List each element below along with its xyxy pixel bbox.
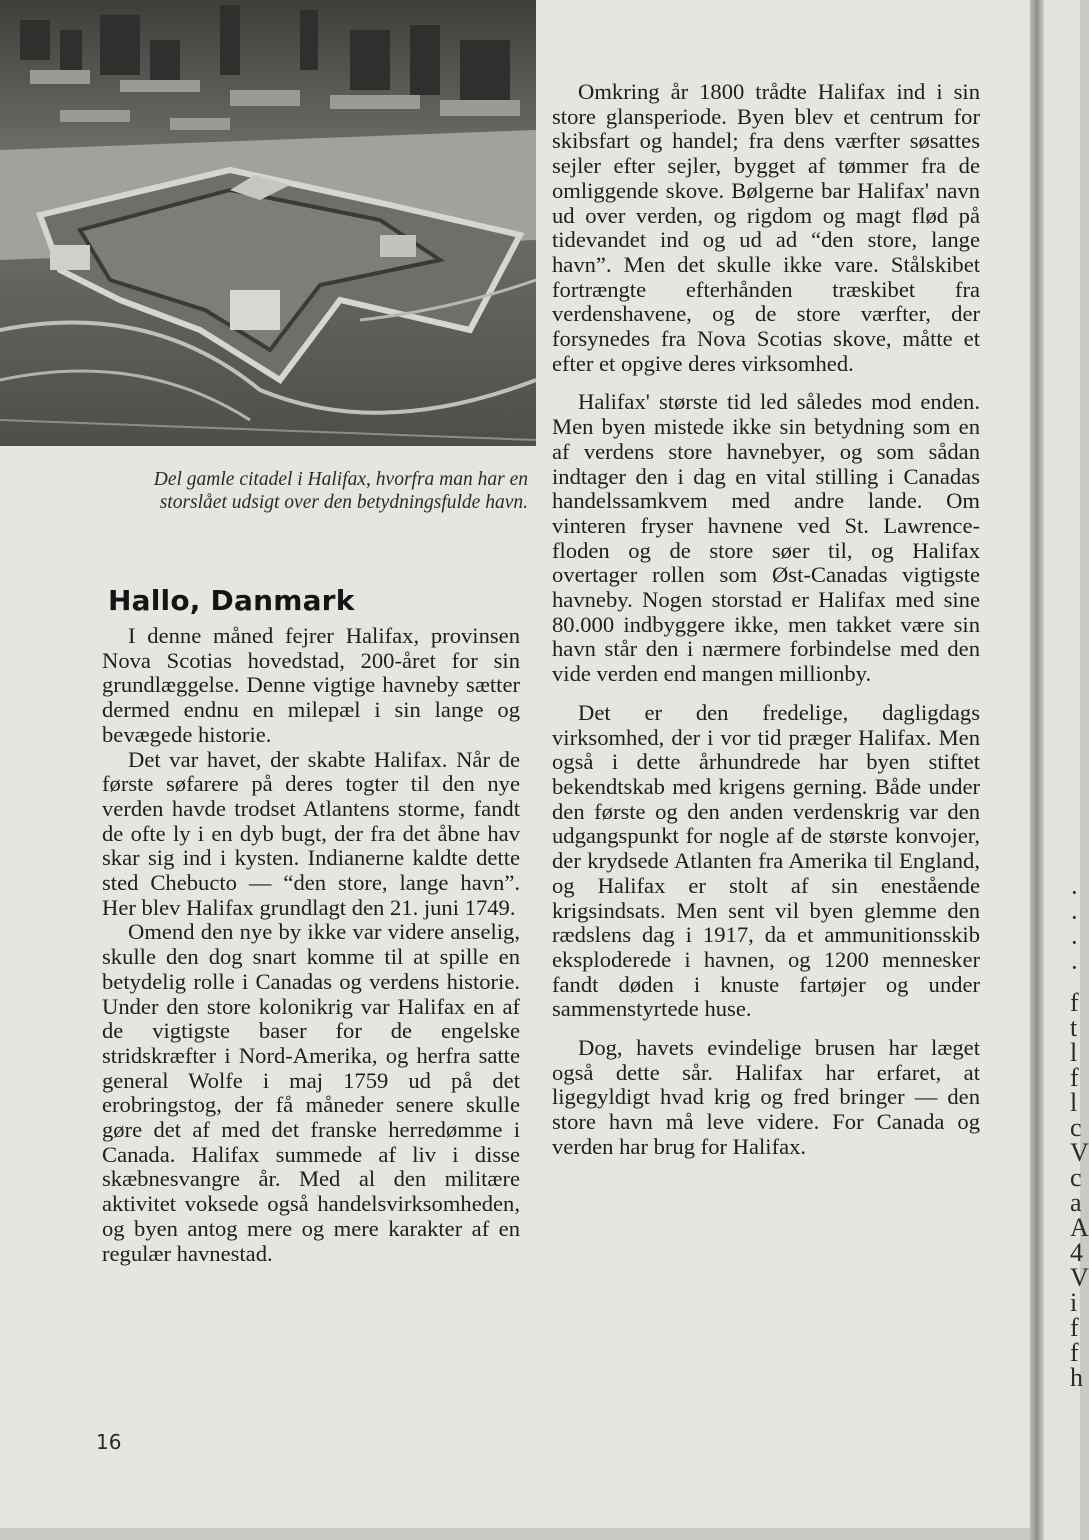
edge-letter: l: [1070, 1088, 1078, 1117]
edge-letter: ·: [1070, 878, 1079, 907]
edge-letter: f: [1070, 988, 1079, 1017]
article-heading: Hallo, Danmark: [108, 584, 355, 617]
edge-letter: V: [1070, 1138, 1089, 1167]
paragraph: Dog, havets evindelige brusen har læget også dette sår. Halifax har erfaret, at ligegyldigt hvad krig og fred bringer — den store havn må leve videre. For Canada og verden har brug for Halifax.: [552, 1035, 980, 1159]
edge-letter: 4: [1070, 1238, 1083, 1267]
paragraph: Det er den fredelige, dagligdags virksomhed, der i vor tid præger Halifax. Men også i dette århundrede har byen stiftet bekendtskab med krigens gerning. Både under den første og den anden verdenskrig var den udgangspunkt for nogle af de største konvojer, der krydsede Atlanten fra Amerika til England, og Halifax er stolt af sin enestående krigsindsats. Men sent vil byen glemme den rædslens dag i 1917, da et ammunitionsskib eksploderede i havnen, og 1200 mennesker fandt døden i knuste fartøjer og under sammenstyrtede huse.: [552, 699, 980, 1022]
edge-letter: f: [1070, 1338, 1079, 1367]
next-page-edge: [1044, 0, 1089, 1540]
edge-letter: A: [1070, 1213, 1089, 1242]
edge-letter: i: [1070, 1288, 1078, 1317]
photo-caption: Del gamle citadel i Halifax, hvorfra man har en storslået udsigt over den betydningsfulde havn.: [153, 469, 528, 513]
edge-letter: f: [1070, 1313, 1079, 1342]
paragraph: Omend den nye by ikke var videre anselig, skulle den dog snart komme til at spille en betydelig rolle i Canadas og verdens historie. Under den store kolonikrig var Halifax en af de vigtigste baser for de engelske stridskræfter i Nord-Amerika, og herfra satte general Wolfe i maj 1759 ud på det erobringstog, der få måneder senere skulle gøre det af med det franske herredømme i Canada. Halifax summede af liv i disse skæbnesvangre år. Med al den militære aktivitet voksede også handelsvirksomheden, og byen antog mere og mere karakter af en regulær havnestad.: [102, 919, 520, 1266]
right-column: [552, 80, 980, 1160]
page-number: 16: [96, 1430, 122, 1454]
edge-letter: h: [1070, 1363, 1083, 1392]
edge-letter: ·: [1070, 953, 1079, 982]
edge-letter: a: [1070, 1188, 1082, 1217]
left-column: [102, 624, 520, 1266]
edge-letter: f: [1070, 1063, 1079, 1092]
edge-letter: c: [1070, 1163, 1082, 1192]
citadel-photo: [0, 0, 536, 446]
edge-letter: l: [1070, 1038, 1078, 1067]
paragraph: Halifax' største tid led således mod enden. Men byen mistede ikke sin betydning som en af verdens store havnebyer, og som sådan indtager den i dag en vital stilling i Canadas handelssamkvem med andre lande. Om vinteren fryser havnene ved St. Lawrence-floden og de store søer til, og Halifax overtager rollen som Øst-Canadas vigtigste havneby. Nogen storstad er Halifax med sine 80.000 indbyggere ikke, men takket være sin havn står den i nærmere forbindelse med den vide verden end mangen millionby.: [552, 389, 980, 687]
edge-letter: V: [1070, 1263, 1089, 1292]
edge-letter: c: [1070, 1113, 1082, 1142]
edge-letter: ·: [1070, 903, 1079, 932]
paragraph: Omkring år 1800 trådte Halifax ind i sin store glansperiode. Byen blev et centrum for skibsfart og handel; fra dens værfter søsattes sejler efter sejler, bygget af tømmer fra de omliggende skove. Bølgerne bar Halifax' navn ud over verden, og rigdom og magt flød på tidevandet ind og ud ad “den store, lange havn”. Men det skulle ikke vare. Stålskibet fortrængte efterhånden træskibet fra verdenshavene, og de store værfter, der forsynedes fra Nova Scotias skove, måtte et efter et opgive deres virksomhed.: [552, 79, 980, 376]
paragraph: Det var havet, der skabte Halifax. Når de første søfarere på deres togter til den nye verden havde trodset Atlantens storme, fandt de ofte ly i en dyb bugt, der fra det åbne hav skar sig ind i kysten. Indianerne kaldte dette sted Chebucto — “den store, lange havn”. Her blev Halifax grundlagt den 21. juni 1749.: [102, 746, 520, 920]
paragraph: I denne måned fejrer Halifax, provinsen Nova Scotias hovedstad, 200-året for sin grundlæggelse. Denne vigtige havneby sætter dermed endnu en milepæl i sin lange og bevægede historie.: [102, 623, 520, 747]
edge-letter: t: [1070, 1013, 1078, 1042]
edge-letter: ·: [1070, 928, 1079, 957]
book-gutter: [1030, 0, 1044, 1540]
